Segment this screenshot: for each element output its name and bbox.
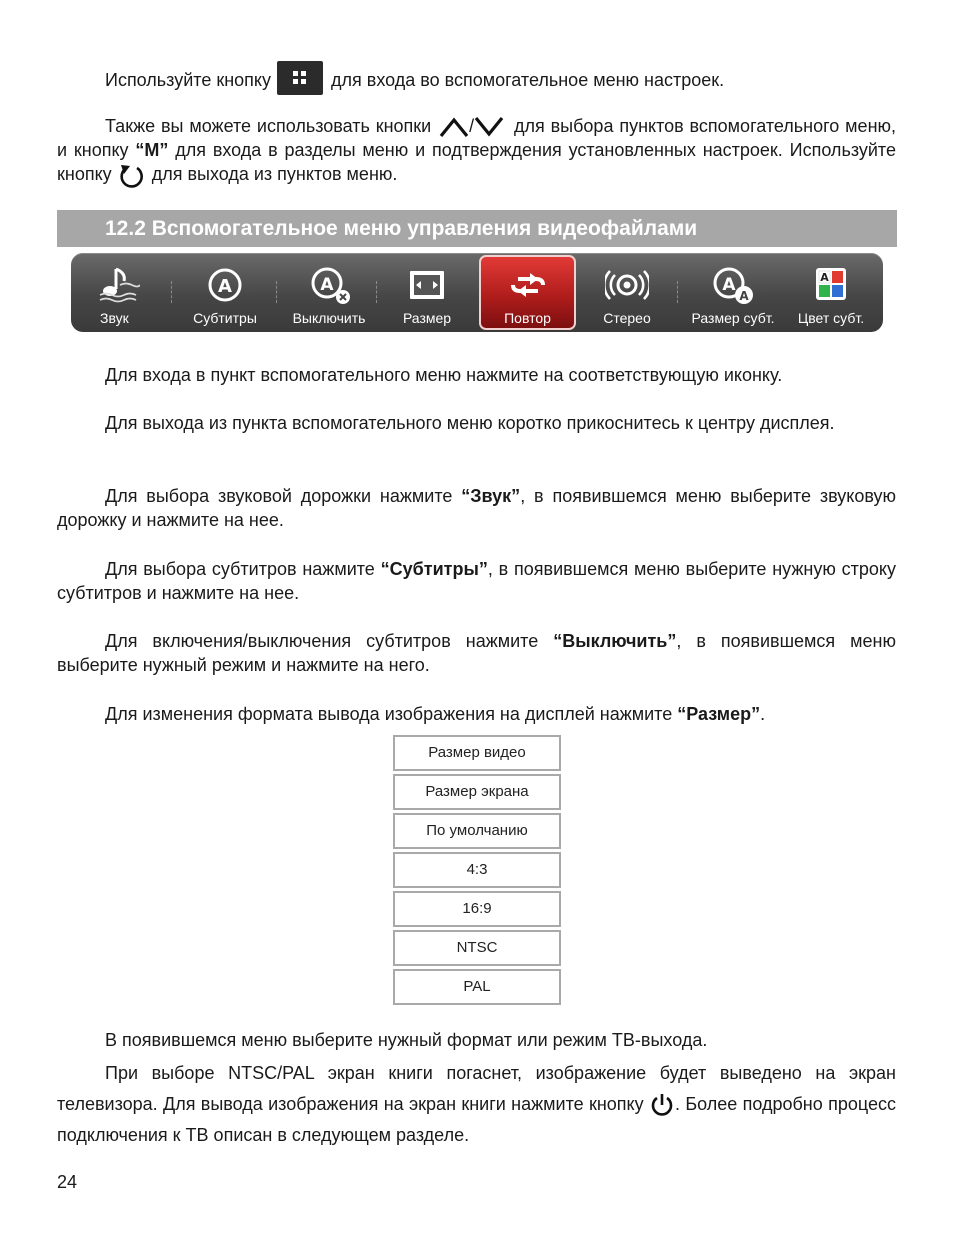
menu-item-size[interactable] (383, 253, 471, 332)
menu-item-subtitles[interactable] (181, 253, 269, 332)
body-paragraph-1: Для входа в пункт вспомогательного меню нажмите на соответствующую иконку. (105, 365, 783, 385)
menu-item-label: Стерео (603, 310, 651, 326)
power-icon (649, 1092, 675, 1118)
menu-separator (276, 281, 277, 303)
svg-text:A: A (722, 275, 736, 295)
intro-paragraph-2: Также вы можете использовать кнопки / для выбора пунктов вспомогательного меню, и кнопку “M” для входа в разделы меню и подтверждения установленных настроек. Используйте кнопку для выхода из пунктов меню. (57, 114, 896, 189)
menu-item-label: Выключить (292, 310, 366, 326)
footer-paragraph-1: В появившемся меню выберите нужный формат или режим ТВ-выхода. (105, 1030, 708, 1050)
section-heading-bar (57, 210, 897, 247)
svg-text:A: A (218, 276, 232, 297)
down-arrow-icon (474, 116, 504, 138)
menu-item-subtitle-color[interactable] (783, 253, 879, 332)
size-option-screen[interactable]: Размер экрана (393, 774, 561, 810)
body-paragraph-6: Для изменения формата вывода изображения на дисплей нажмите “Размер”. (105, 704, 766, 724)
menu-item-subtitles-off[interactable] (283, 253, 375, 332)
menu-separator (171, 281, 172, 303)
menu-item-subtitle-size[interactable] (683, 253, 783, 332)
size-options-list (393, 735, 561, 1008)
menu-item-repeat[interactable] (479, 253, 576, 332)
svg-text:A: A (820, 271, 829, 284)
size-option-ntsc[interactable]: NTSC (393, 930, 561, 966)
menu-item-stereo[interactable] (583, 253, 671, 332)
menu-item-label: Повтор (504, 310, 551, 326)
subtitles-off-icon (307, 265, 351, 305)
aspect-ratio-icon (405, 265, 449, 305)
up-arrow-icon (439, 116, 469, 138)
body-paragraph-3: Для выбора звуковой дорожки нажмите “Звук”, в появившемся меню выберите звуковую дорожку и нажмите на нее. (57, 486, 896, 530)
size-option-16-9[interactable]: 16:9 (393, 891, 561, 927)
stereo-icon (605, 265, 649, 305)
body-paragraph-5: Для включения/выключения субтитров нажмите “Выключить”, в появившемся меню выберите нужный режим и нажмите на него. (57, 631, 896, 675)
svg-text:A: A (739, 289, 749, 303)
repeat-icon (506, 265, 550, 305)
size-option-default[interactable]: По умолчанию (393, 813, 561, 849)
menu-separator (376, 281, 377, 303)
intro-line-1: Используйте кнопку для входа во вспомогательное меню настроек. (57, 64, 896, 98)
grid-menu-button-icon (277, 61, 323, 95)
body-paragraph-4: Для выбора субтитров нажмите “Субтитры”, в появившемся меню выберите нужную строку субтитров и нажмите на нее. (57, 559, 896, 603)
music-note-icon (96, 265, 140, 305)
menu-separator (677, 281, 678, 303)
subtitles-icon (203, 265, 247, 305)
size-option-video[interactable]: Размер видео (393, 735, 561, 771)
svg-text:A: A (320, 275, 334, 295)
size-option-4-3[interactable]: 4:3 (393, 852, 561, 888)
subtitle-size-icon (711, 265, 755, 305)
section-title: 12.2 Вспомогательное меню управления видеофайлами (105, 217, 698, 240)
back-arrow-icon (117, 163, 147, 189)
menu-item-label: Размер субт. (691, 310, 775, 326)
video-aux-menu-bar (71, 253, 883, 332)
menu-item-label: Звук (100, 310, 129, 326)
menu-item-label: Цвет субт. (797, 310, 865, 326)
menu-item-sound[interactable] (73, 253, 163, 332)
menu-item-label: Размер (402, 310, 452, 326)
menu-item-label: Субтитры (193, 310, 257, 326)
footer-paragraph-2: При выборе NTSC/PAL экран книги погаснет, изображение будет выведено на экран телевизора. Для вывода изображения на экран книги нажмите кнопку . Более подробно процесс подключения к ТВ описан в следующем разделе. (57, 1063, 896, 1145)
page-number: 24 (57, 1172, 78, 1192)
body-paragraph-2: Для выхода из пункта вспомогательного меню коротко прикоснитесь к центру дисплея. (105, 413, 835, 433)
size-option-pal[interactable]: PAL (393, 969, 561, 1005)
subtitle-color-icon (809, 265, 853, 305)
